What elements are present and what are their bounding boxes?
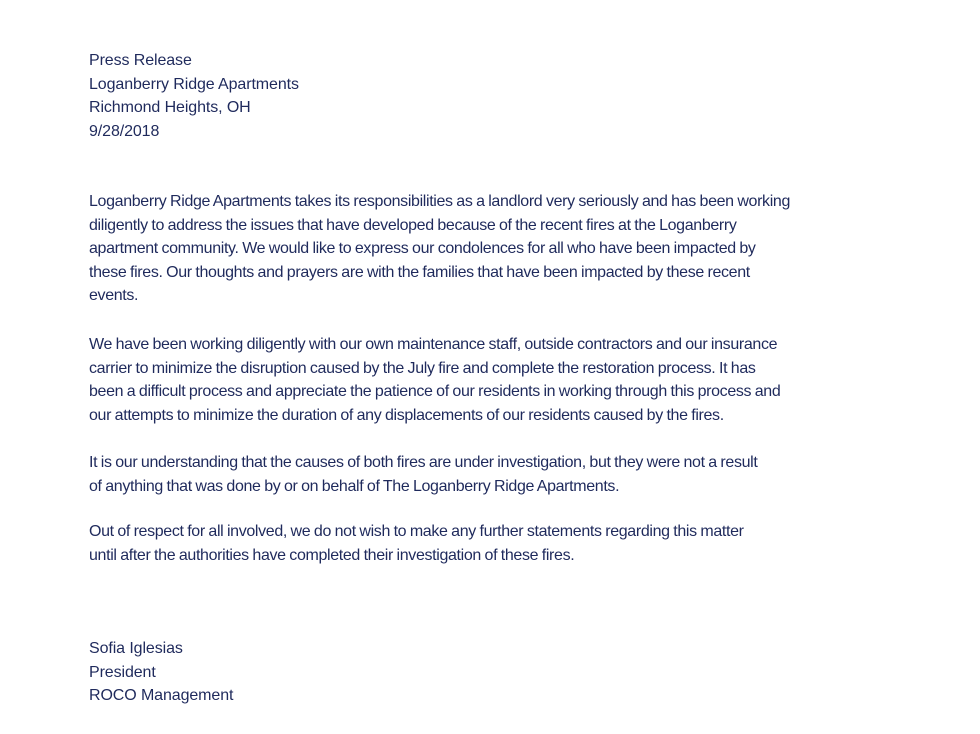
paragraph-condolences [89,190,929,308]
document-title: Press Release [89,52,192,69]
organization-name: Loganberry Ridge Apartments [89,75,299,93]
paragraph-restoration [89,333,929,427]
signer-name: Sofia Iglesias [89,640,183,657]
location: Richmond Heights, OH [89,99,251,116]
text-line: It is our understanding that the causes of both fires are under investigation, but they were not a result [89,454,758,471]
text-line: Out of respect for all involved, we do not wish to make any further statements regarding this matter [89,523,744,540]
signer-company: ROCO Management [89,687,234,704]
paragraph-investigation [89,451,929,498]
text-line: these fires. Our thoughts and prayers are with the families that have been impacted by these recent [89,263,750,281]
text-line: our attempts to minimize the duration of any displacements of our residents caused by the fires. [89,406,724,424]
text-line: until after the authorities have completed their investigation of these fires. [89,546,575,564]
signature-block [89,637,233,708]
paragraph-no-further-statements [89,520,929,567]
text-line: diligently to address the issues that have developed because of the recent fires at the Loganberry [89,216,737,234]
text-line: been a difficult process and appreciate the patience of our residents in working through this process and [89,383,781,400]
text-line: apartment community. We would like to express our condolences for all who have been impacted by [89,240,756,257]
text-line: of anything that was done by or on behalf of The Loganberry Ridge Apartments. [89,477,620,495]
document-header [89,49,299,143]
signer-title: President [89,663,156,681]
text-line: Loganberry Ridge Apartments takes its responsibilities as a landlord very seriously and has been working [89,193,790,210]
text-line: carrier to minimize the disruption caused by the July fire and complete the restoration process. It has [89,359,756,377]
text-line: events. [89,287,139,304]
release-date: 9/28/2018 [89,122,160,140]
text-line: We have been working diligently with our own maintenance staff, outside contractors and our insurance [89,336,778,353]
